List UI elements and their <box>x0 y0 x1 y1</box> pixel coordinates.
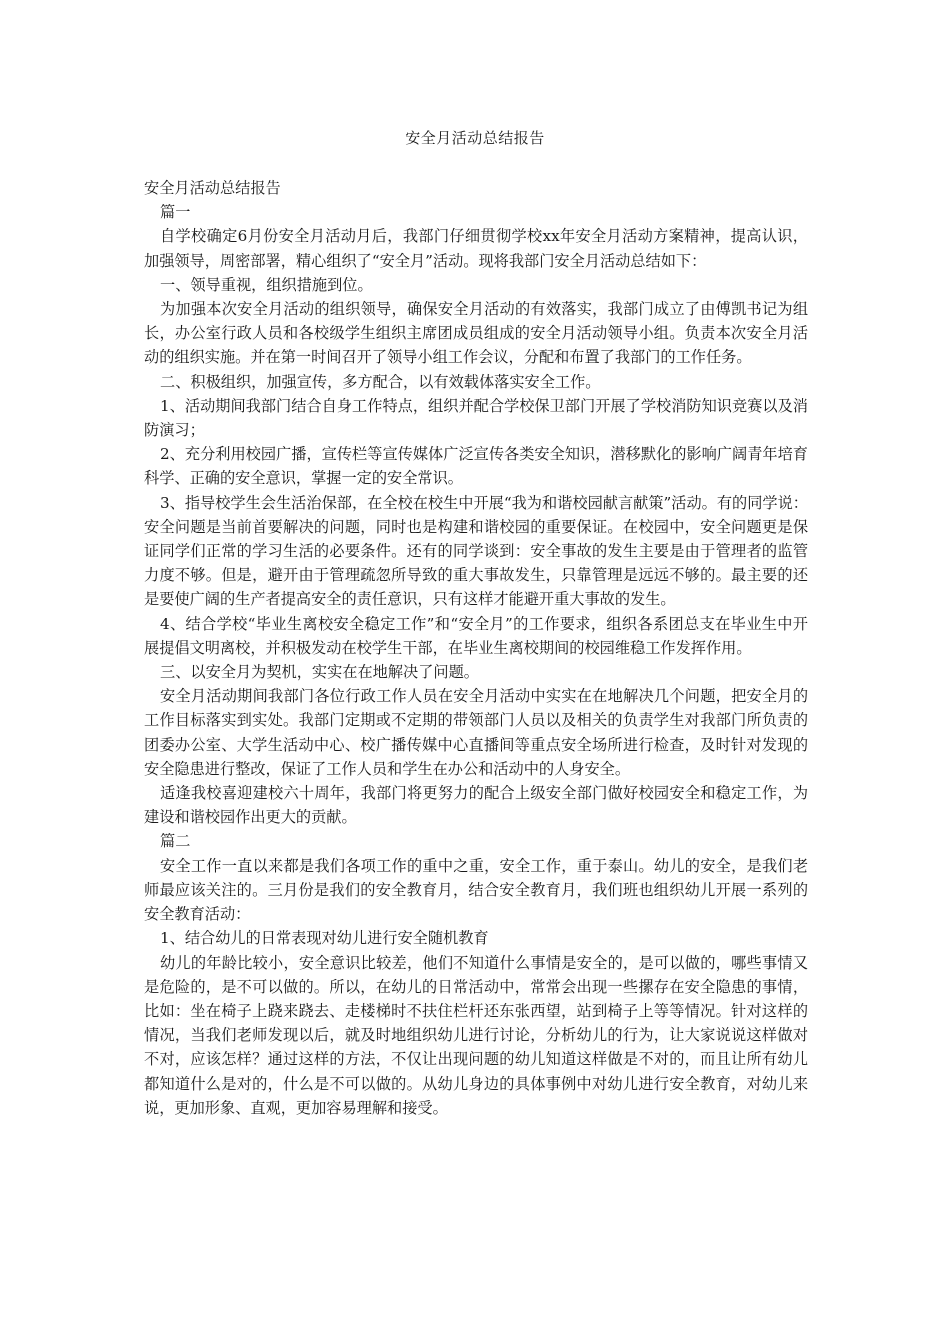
document-body <box>144 176 808 1120</box>
paragraph: 3、指导校学生会生活治保部，在全校在校生中开展“我为和谐校园献言献策”活动。有的同学说：安全问题是当前首要解决的问题，同时也是构建和谐校园的重要保证。在校园中，安全问题更是保证同学们正常的学习生活的必要条件。还有的同学谈到：安全事故的发生主要是由于管理者的监管力度不够。但是，避开由于管理疏忽所导致的重大事故发生，只靠管理是远远不够的。最主要的还是要使广阔的生产者提高安全的责任意识，只有这样才能避开重大事故的发生。 <box>144 493 808 609</box>
paragraph: 篇二 <box>160 832 191 851</box>
paragraph: 为加强本次安全月活动的组织领导，确保安全月活动的有效落实，我部门成立了由傅凯书记为组长，办公室行政人员和各校级学生组织主席团成员组成的安全月活动领导小组。负责本次安全月活动的组织实施。并在第一时间召开了领导小组工作会议，分配和布置了我部门的工作任务。 <box>144 300 808 367</box>
paragraph: 4、结合学校“毕业生离校安全稳定工作”和“安全月”的工作要求，组织各系团总支在毕业生中开展提倡文明离校，并积极发动在校学生干部，在毕业生离校期间的校园维稳工作发挥作用。 <box>144 614 808 657</box>
paragraph: 适逢我校喜迎建校六十周年，我部门将更努力的配合上级安全部门做好校园安全和稳定工作，为建设和谐校园作出更大的贡献。 <box>144 784 808 827</box>
paragraph: 1、结合幼儿的日常表现对幼儿进行安全随机教育 <box>160 929 489 948</box>
paragraph: 幼儿的年龄比较小，安全意识比较差，他们不知道什么事情是安全的，是可以做的，哪些事情又是危险的，是不可以做的。所以，在幼儿的日常活动中，常常会出现一些摞存在安全隐患的事情，比如：坐在椅子上跷来跷去、走楼梯时不扶住栏杆还东张西望，站到椅子上等等情况。针对这样的情况，当我们老师发现以后，就及时地组织幼儿进行讨论，分析幼儿的行为，让大家说说这样做对不对，应该怎样？通过这样的方法，不仅让出现问题的幼儿知道这样做是不对的，而且让所有幼儿都知道什么是对的，什么是不可以做的。从幼儿身边的具体事例中对幼儿进行安全教育，对幼儿来说，更加形象、直观，更加容易理解和接受。 <box>144 953 808 1117</box>
paragraph: 安全月活动期间我部门各位行政工作人员在安全月活动中实实在在地解决几个问题，把安全月的工作目标落实到实处。我部门定期或不定期的带领部门人员以及相关的负责学生对我部门所负责的团委办公室、大学生活动中心、校广播传媒中心直播间等重点安全场所进行检查，及时针对发现的安全隐患进行整改，保证了工作人员和学生在办公和活动中的人身安全。 <box>144 687 808 778</box>
paragraph: 2、充分利用校园广播，宣传栏等宣传媒体广泛宣传各类安全知识，潜移默化的影响广阔青年培育科学、正确的安全意识，掌握一定的安全常识。 <box>144 445 808 488</box>
paragraph: 二、积极组织，加强宣传，多方配合，以有效载体落实安全工作。 <box>160 372 601 391</box>
paragraph: 三、以安全月为契机，实实在在地解决了问题。 <box>160 663 479 682</box>
paragraph: 1、活动期间我部门结合自身工作特点，组织并配合学校保卫部门开展了学校消防知识竞赛以及消防演习； <box>144 396 808 440</box>
paragraph: 安全月活动总结报告 <box>144 179 281 197</box>
paragraph: 自学校确定6月份安全月活动月后，我部门仔细贯彻学校xx年安全月活动方案精神，提高认识，加强领导，周密部署，精心组织了“安全月”活动。现将我部门安全月活动总结如下： <box>144 227 808 270</box>
paragraph: 一、领导重视，组织措施到位。 <box>160 275 373 294</box>
paragraph: 安全工作一直以来都是我们各项工作的重中之重，安全工作，重于泰山。幼儿的安全，是我们老师最应该关注的。三月份是我们的安全教育月，结合安全教育月，我们班也组织幼儿开展一系列的安全教育活动： <box>144 856 808 924</box>
paragraph: 篇一 <box>160 203 191 222</box>
document-title: 安全月活动总结报告 <box>405 129 545 147</box>
